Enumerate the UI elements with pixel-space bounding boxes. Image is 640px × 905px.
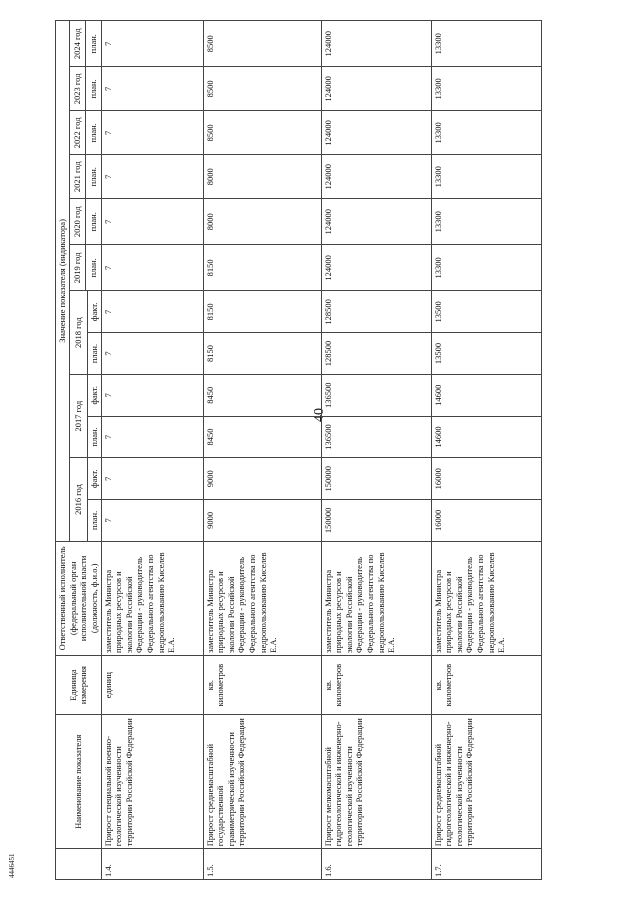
value-2019: 8150 <box>203 245 321 291</box>
indicator-table <box>55 20 542 880</box>
row-name: Прирост среднемасштабной гидрогеологической и инженерно-геологической изученности территории Российской Федерации <box>431 715 541 849</box>
value-2024: 124000 <box>321 21 431 67</box>
header-fact-2016: факт. <box>87 458 101 500</box>
header-year-2024: 2024 год <box>69 21 85 67</box>
value-2018-fact: 128500 <box>321 291 431 333</box>
value-2019: 13300 <box>431 245 541 291</box>
value-2017-plan: 8450 <box>203 416 321 458</box>
value-2016-fact: 7 <box>101 458 203 500</box>
value-2023: 124000 <box>321 67 431 111</box>
value-2020: 13300 <box>431 199 541 245</box>
value-2016-plan: 7 <box>101 500 203 542</box>
header-name: Наименование показателя <box>56 715 102 849</box>
header-unit: Единица измерения <box>56 655 102 714</box>
row-unit: единиц <box>101 655 203 714</box>
table-row <box>431 21 541 880</box>
header-indicator-value: Значение показателя (индикатора) <box>56 21 70 542</box>
value-2016-plan: 150000 <box>321 500 431 542</box>
row-index: 1.7. <box>431 849 541 880</box>
row-unit: кв. километров <box>431 655 541 714</box>
value-2023: 13300 <box>431 67 541 111</box>
value-2020: 7 <box>101 199 203 245</box>
header-year-2017: 2017 год <box>69 374 87 457</box>
value-2024: 13300 <box>431 21 541 67</box>
value-2016-plan: 16000 <box>431 500 541 542</box>
value-2016-fact: 9000 <box>203 458 321 500</box>
value-2017-plan: 14600 <box>431 416 541 458</box>
table-row <box>203 21 321 880</box>
value-2018-plan: 7 <box>101 333 203 375</box>
header-fact-2018: факт. <box>87 291 101 333</box>
header-plan-2022: план. <box>85 111 101 155</box>
header-plan-2023: план. <box>85 67 101 111</box>
value-2016-fact: 150000 <box>321 458 431 500</box>
value-2023: 7 <box>101 67 203 111</box>
value-2018-plan: 8150 <box>203 333 321 375</box>
value-2017-fact: 8450 <box>203 374 321 416</box>
value-2024: 8500 <box>203 21 321 67</box>
value-2017-fact: 7 <box>101 374 203 416</box>
row-index: 1.4. <box>101 849 203 880</box>
header-responsible: Ответственный исполнитель (федеральный орган исполнительной власти (должность, ф.и.о.) <box>56 541 102 655</box>
row-unit: кв. километров <box>321 655 431 714</box>
header-plan-2019: план. <box>85 245 101 291</box>
header-fact-2017: факт. <box>87 374 101 416</box>
value-2018-plan: 13500 <box>431 333 541 375</box>
indicator-table-container <box>55 20 575 880</box>
value-2022: 124000 <box>321 111 431 155</box>
header-year-2018: 2018 год <box>69 291 87 374</box>
value-2018-fact: 13500 <box>431 291 541 333</box>
value-2021: 124000 <box>321 155 431 199</box>
header-year-2021: 2021 год <box>69 155 85 199</box>
value-2023: 8500 <box>203 67 321 111</box>
row-index: 1.5. <box>203 849 321 880</box>
value-2021: 8000 <box>203 155 321 199</box>
row-name: Прирост мелкомасштабной гидрогеологической и инженерно-геологической изученности территории Российской Федерации <box>321 715 431 849</box>
value-2020: 124000 <box>321 199 431 245</box>
header-plan-2016: план. <box>87 500 101 542</box>
value-2017-plan: 136500 <box>321 416 431 458</box>
header-plan-2020: план. <box>85 199 101 245</box>
row-name: Прирост специальной военно-геологической изученности территории Российской Федерации <box>101 715 203 849</box>
value-2020: 8000 <box>203 199 321 245</box>
value-2018-plan: 128500 <box>321 333 431 375</box>
value-2017-fact: 14600 <box>431 374 541 416</box>
value-2021: 7 <box>101 155 203 199</box>
value-2017-fact: 136500 <box>321 374 431 416</box>
header-plan-2024: план. <box>85 21 101 67</box>
header-year-2020: 2020 год <box>69 199 85 245</box>
value-2018-fact: 7 <box>101 291 203 333</box>
value-2022: 7 <box>101 111 203 155</box>
table-row <box>321 21 431 880</box>
value-2022: 8500 <box>203 111 321 155</box>
value-2022: 13300 <box>431 111 541 155</box>
header-plan-2018: план. <box>87 333 101 375</box>
header-plan-2021: план. <box>85 155 101 199</box>
row-name: Прирост среднемасштабной государственной гравиметрической изученности территории Российской Федерации <box>203 715 321 849</box>
header-index <box>56 849 102 880</box>
row-responsible: заместитель Министра природных ресурсов и экологии Российской Федерации - руководитель Федерального агентства по недропользованию Киселев Е.А. <box>431 541 541 655</box>
value-2019: 124000 <box>321 245 431 291</box>
value-2016-plan: 9000 <box>203 500 321 542</box>
row-unit: кв. километров <box>203 655 321 714</box>
header-year-2023: 2023 год <box>69 67 85 111</box>
header-year-2016: 2016 год <box>69 458 87 541</box>
table-row <box>101 21 203 880</box>
row-responsible: заместитель Министра природных ресурсов и экологии Российской Федерации - руководитель Федерального агентства по недропользованию Киселев Е.А. <box>203 541 321 655</box>
header-plan-2017: план. <box>87 416 101 458</box>
row-responsible: заместитель Министра природных ресурсов и экологии Российской Федерации - руководитель Федерального агентства по недропользованию Киселев Е.А. <box>101 541 203 655</box>
value-2021: 13300 <box>431 155 541 199</box>
document-id: 4446451 <box>8 853 16 878</box>
header-year-2019: 2019 год <box>69 245 85 291</box>
value-2017-plan: 7 <box>101 416 203 458</box>
value-2024: 7 <box>101 21 203 67</box>
value-2018-fact: 8150 <box>203 291 321 333</box>
header-year-2022: 2022 год <box>69 111 85 155</box>
row-index: 1.6. <box>321 849 431 880</box>
page-number: 40 <box>312 408 327 422</box>
value-2019: 7 <box>101 245 203 291</box>
row-responsible: заместитель Министра природных ресурсов и экологии Российской Федерации - руководитель Федерального агентства по недропользованию Киселев Е.А. <box>321 541 431 655</box>
value-2016-fact: 16000 <box>431 458 541 500</box>
